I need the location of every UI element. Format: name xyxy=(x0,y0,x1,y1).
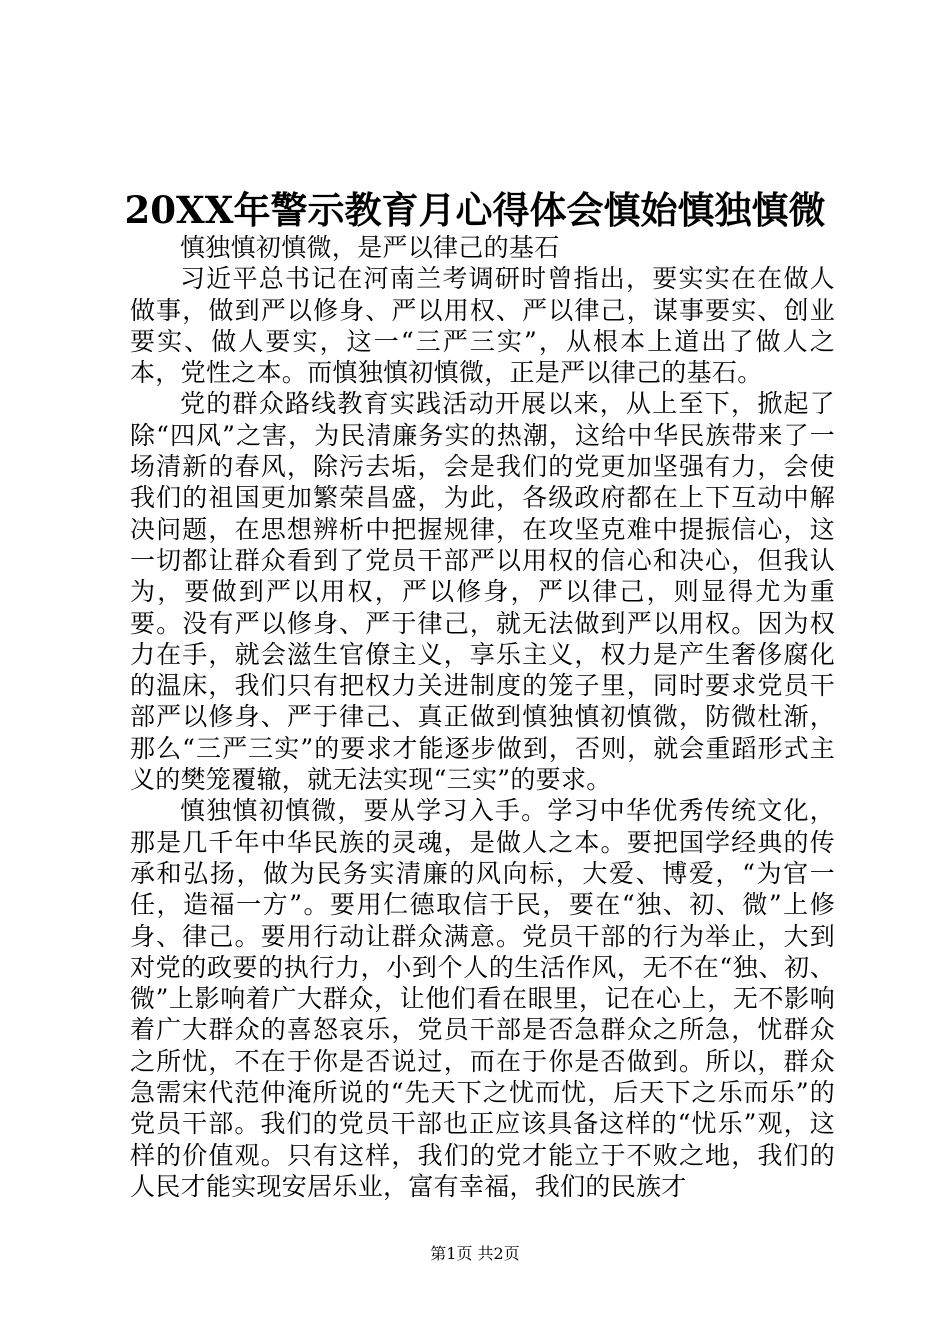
paragraph-subtitle: 慎独慎初慎微，是严以律己的基石 xyxy=(180,233,560,262)
document-body xyxy=(130,232,835,1202)
document-title: 20XX年警示教育月心得体会慎始慎独慎微 xyxy=(124,188,826,232)
paragraph: 慎独慎初慎微，要从学习入手。学习中华优秀传统文化，那是几千年中华民族的灵魂，是做人之本。要把国学经典的传承和弘扬，做为民务实清廉的风向标，大爱、博爱，“为官一任，造福一方”。要用仁德取信于民，要在“独、初、微”上修身、律己。要用行动让群众满意。党员干部的行为举止，大到对党的政要的执行力，小到个人的生活作风，无不在“独、初、微”上影响着广大群众，让他们看在眼里，记在心上，无不影响着广大群众的喜怒哀乐，党员干部是否急群众之所急，忧群众之所忧，不在于你是否说过，而在于你是否做到。所以，群众急需宋代范仲淹所说的“先天下之忧而忧，后天下之乐而乐”的党员干部。我们的党员干部也正应该具备这样的“忧乐”观，这样的价值观。只有这样，我们的党才能立于不败之地，我们的人民才能实现安居乐业，富有幸福，我们的民族才 xyxy=(130,796,835,1201)
paragraph: 习近平总书记在河南兰考调研时曾指出，要实实在在做人做事，做到严以修身、严以用权、严以律己，谋事要实、创业要实、做人要实，这一“三严三实”，从根本上道出了做人之本，党性之本。而慎独慎初慎微，正是严以律己的基石。 xyxy=(130,264,835,388)
page-footer: 第1页 共2页 xyxy=(430,1244,520,1263)
paragraph: 党的群众路线教育实践活动开展以来，从上至下，掀起了除“四风”之害，为民清廉务实的热潮，这给中华民族带来了一场清新的春风，除污去垢，会是我们的党更加坚强有力，会使我们的祖国更加繁荣昌盛，为此，各级政府都在上下互动中解决问题，在思想辨析中把握规律，在攻坚克难中提振信心，这一切都让群众看到了党员干部严以用权的信心和决心，但我认为，要做到严以用权，严以修身，严以律己，则显得尤为重要。没有严以修身、严于律己，就无法做到严以用权。因为权力在手，就会滋生官僚主义，享乐主义，权力是产生奢侈腐化的温床，我们只有把权力关进制度的笼子里，同时要求党员干部严以修身、严于律己、真正做到慎独慎初慎微，防微杜渐，那么“三严三实”的要求才能逐步做到，否则，就会重蹈形式主义的樊笼覆辙，就无法实现“三实”的要求。 xyxy=(130,389,835,795)
